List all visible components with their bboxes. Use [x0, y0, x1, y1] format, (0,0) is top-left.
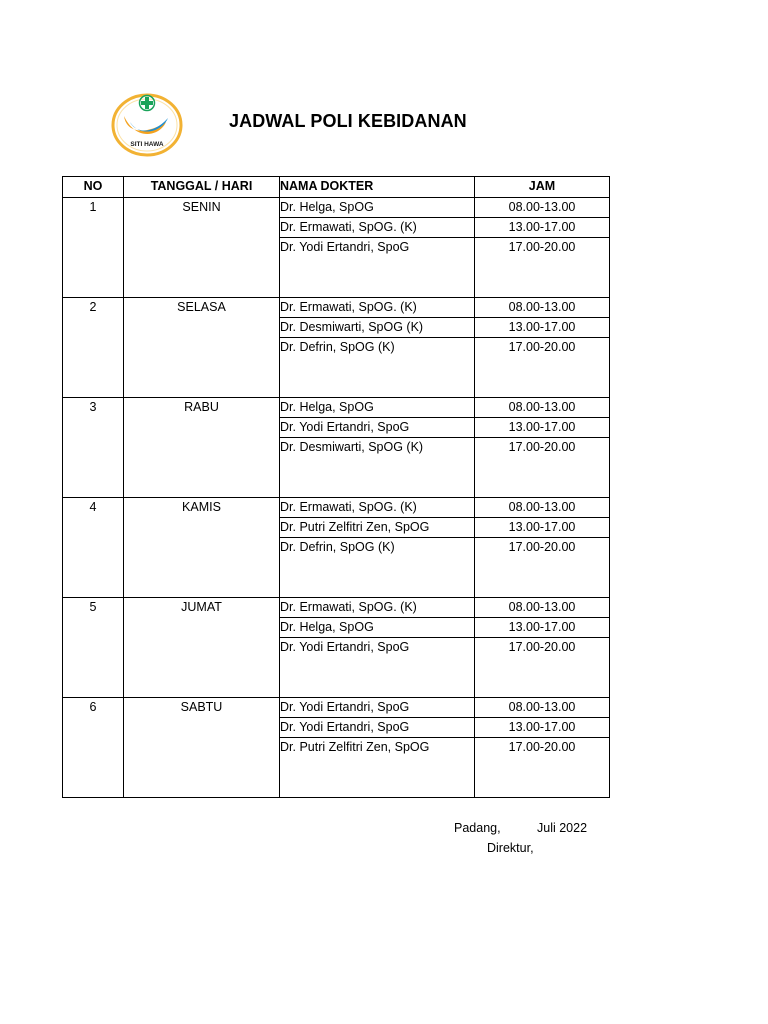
- column-header-day: TANGGAL / HARI: [124, 177, 280, 198]
- doctor-name: Dr. Ermawati, SpOG. (K): [280, 498, 475, 518]
- doctor-name: Dr. Helga, SpOG: [280, 198, 475, 218]
- table-row: [63, 198, 610, 218]
- doctor-name: Dr. Ermawati, SpOG. (K): [280, 218, 475, 238]
- doctor-name: Dr. Yodi Ertandri, SpoG: [280, 418, 475, 438]
- day-number: 5: [63, 598, 124, 698]
- time-slot: 08.00-13.00: [475, 698, 610, 718]
- time-slot: 17.00-20.00: [475, 438, 610, 498]
- doctor-name: Dr. Defrin, SpOG (K): [280, 338, 475, 398]
- column-header-doctor: NAMA DOKTER: [280, 177, 475, 198]
- column-header-time: JAM: [475, 177, 610, 198]
- signature-role: Direktur,: [487, 841, 534, 855]
- table-row: [63, 598, 610, 618]
- hospital-logo-icon: [110, 92, 184, 158]
- doctor-name: Dr. Yodi Ertandri, SpoG: [280, 238, 475, 298]
- day-name: KAMIS: [124, 498, 280, 598]
- time-slot: 08.00-13.00: [475, 398, 610, 418]
- time-slot: 13.00-17.00: [475, 518, 610, 538]
- doctor-name: Dr. Ermawati, SpOG. (K): [280, 298, 475, 318]
- day-name: RABU: [124, 398, 280, 498]
- day-number: 6: [63, 698, 124, 798]
- doctor-name: Dr. Helga, SpOG: [280, 398, 475, 418]
- doctor-name: Dr. Yodi Ertandri, SpoG: [280, 638, 475, 698]
- doctor-name: Dr. Putri Zelfitri Zen, SpOG: [280, 738, 475, 798]
- time-slot: 17.00-20.00: [475, 638, 610, 698]
- schedule-body: [63, 198, 610, 798]
- signature-date: Juli 2022: [537, 821, 588, 835]
- time-slot: 08.00-13.00: [475, 198, 610, 218]
- siti-hawa-logo: [110, 92, 184, 158]
- column-header-no: NO: [63, 177, 124, 198]
- day-number: 4: [63, 498, 124, 598]
- doctor-name: Dr. Defrin, SpOG (K): [280, 538, 475, 598]
- signature-place: Padang,: [454, 821, 501, 835]
- schedule-table: [62, 176, 610, 798]
- table-row: [63, 698, 610, 718]
- day-name: SELASA: [124, 298, 280, 398]
- doctor-name: Dr. Putri Zelfitri Zen, SpOG: [280, 518, 475, 538]
- time-slot: 17.00-20.00: [475, 738, 610, 798]
- doctor-name: Dr. Desmiwarti, SpOG (K): [280, 318, 475, 338]
- day-number: 1: [63, 198, 124, 298]
- time-slot: 13.00-17.00: [475, 718, 610, 738]
- day-name: JUMAT: [124, 598, 280, 698]
- day-number: 2: [63, 298, 124, 398]
- time-slot: 08.00-13.00: [475, 598, 610, 618]
- time-slot: 17.00-20.00: [475, 538, 610, 598]
- day-name: SENIN: [124, 198, 280, 298]
- time-slot: 13.00-17.00: [475, 318, 610, 338]
- doctor-name: Dr. Ermawati, SpOG. (K): [280, 598, 475, 618]
- doctor-name: Dr. Helga, SpOG: [280, 618, 475, 638]
- doctor-name: Dr. Desmiwarti, SpOG (K): [280, 438, 475, 498]
- doctor-name: Dr. Yodi Ertandri, SpoG: [280, 718, 475, 738]
- day-name: SABTU: [124, 698, 280, 798]
- time-slot: 08.00-13.00: [475, 298, 610, 318]
- time-slot: 17.00-20.00: [475, 338, 610, 398]
- time-slot: 08.00-13.00: [475, 498, 610, 518]
- table-row: [63, 398, 610, 418]
- time-slot: 13.00-17.00: [475, 618, 610, 638]
- day-number: 3: [63, 398, 124, 498]
- table-header-row: [63, 177, 610, 198]
- logo-text: SITI HAWA: [130, 141, 164, 148]
- time-slot: 13.00-17.00: [475, 418, 610, 438]
- time-slot: 17.00-20.00: [475, 238, 610, 298]
- time-slot: 13.00-17.00: [475, 218, 610, 238]
- table-row: [63, 498, 610, 518]
- table-row: [63, 298, 610, 318]
- page-title: JADWAL POLI KEBIDANAN: [229, 111, 467, 131]
- doctor-name: Dr. Yodi Ertandri, SpoG: [280, 698, 475, 718]
